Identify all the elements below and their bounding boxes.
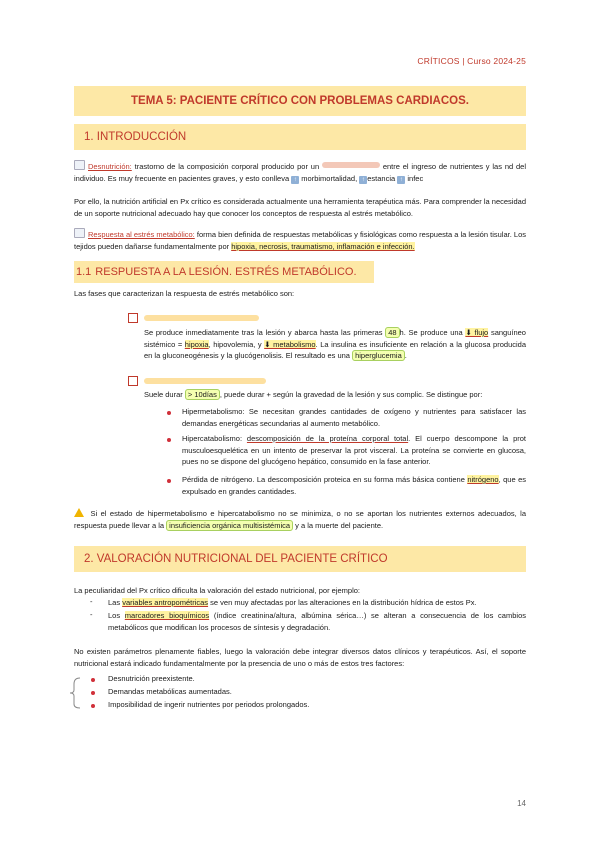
checkbox-fase-2[interactable] xyxy=(128,372,266,390)
valoracion-intro: La peculiaridad del Px crítico dificulta la valoración del estado nutricional, por ejemplo: xyxy=(74,586,360,595)
dash-icon: - xyxy=(90,610,93,619)
bullet-icon xyxy=(167,411,171,415)
section-heading-valoracion: 2. VALORACIÓN NUTRICIONAL DEL PACIENTE CRÍTICO xyxy=(74,546,526,572)
bullet-icon xyxy=(91,704,95,708)
arrow-up-icon: ↑ xyxy=(291,176,299,184)
arrow-up-icon: ↑ xyxy=(359,176,367,184)
dash-item-bioquimicos: Los marcadores bioquímicos (índice creatinina/altura, albúmina sérica…) se alteran a consecuencia de los cambios metabólicos que modifican los procesos de síntesis y degradación. xyxy=(108,611,526,632)
bullet-icon xyxy=(91,678,95,682)
checkbox-icon xyxy=(128,376,138,386)
course-header: CRÍTICOS | Curso 2024-25 xyxy=(417,56,526,66)
checkbox-icon xyxy=(128,313,138,323)
bullet-icon xyxy=(167,479,171,483)
note-icon xyxy=(74,160,85,170)
paragraph-respuesta-estres: Respuesta al estrés metabólico: forma bien definida de respuestas metabólicas y fisiológicas como respuesta a la lesión tisular. Los tejidos pueden dañarse fundamentalmente por hipoxia, necrosis, traumatismo, inflamación e infección. xyxy=(74,230,526,251)
redacted-heading xyxy=(144,315,259,321)
note-icon xyxy=(74,228,85,238)
paragraph-desnutricion: Desnutrición: trastorno de la composición corporal producido por un entre el ingreso de nutrientes y las nd del individuo. Es muy frecuente en pacientes graves, y esto conlleva ↑ morbimortalidad, ↑ estancia ↑ infec xyxy=(74,162,526,183)
warning-paragraph: Si el estado de hipermetabolismo e hipercatabolismo no se minimiza, o no se aportan los nutrientes externos adecuados, la respuesta puede llevar a la insuficiencia orgánica multisistémica y a la muerte del paciente. xyxy=(74,509,526,530)
arrow-up-icon: ↑ xyxy=(397,176,405,184)
page-title: TEMA 5: PACIENTE CRÍTICO CON PROBLEMAS CARDIACOS. xyxy=(74,86,526,116)
list-item-hipermetabolismo: Hipermetabolismo: Se necesitan grandes cantidades de oxígeno y nutrientes para satisfacer las demandas energéticas secundarias al aumento metabólico. xyxy=(182,407,526,428)
subsection-heading-respuesta: 1.1 RESPUESTA A LA LESIÓN. ESTRÉS METABÓLICO. xyxy=(74,261,374,283)
fases-intro: Las fases que caracterizan la respuesta de estrés metabólico son: xyxy=(74,289,295,298)
paragraph-nutricion-artificial: Por ello, la nutrición artificial en Px crítico es considerada actualmente una herramienta terapéutica más. Para comprender la necesidad de un soporte nutricional adecuado hay que conocer los conceptos de respuesta al estrés metabólico. xyxy=(74,197,526,218)
redacted-heading xyxy=(144,378,266,384)
fase-1-description: Se produce inmediatamente tras la lesión y abarca hasta las primeras 48 h. Se produce una ⬇ flujo sanguíneo sistémico = hipoxia, hipovolemia, y ⬇ metabolismo. La insulina es insuficiente en relación a la glucosa producida en la gluconeogénesis y la glucógenolisis. El resultado es una hiperglucemia . xyxy=(144,328,526,360)
factor-item: Desnutrición preexistente. xyxy=(108,674,195,683)
bullet-icon xyxy=(91,691,95,695)
redacted-text xyxy=(322,162,380,168)
warning-icon xyxy=(74,508,84,517)
dash-icon: - xyxy=(90,597,93,606)
factor-item: Demandas metabólicas aumentadas. xyxy=(108,687,232,696)
factor-item: Imposibilidad de ingerir nutrientes por periodos prolongados. xyxy=(108,700,310,709)
list-item-nitrogeno: Pérdida de nitrógeno. La descomposición proteica en su forma más básica contiene nitrógeno, que es expulsado en grandes cantidades. xyxy=(182,475,526,496)
bullet-icon xyxy=(167,438,171,442)
section-heading-introduccion: 1. INTRODUCCIÓN xyxy=(74,124,526,150)
brace-icon xyxy=(66,676,86,710)
page-number: 14 xyxy=(517,799,526,808)
valoracion-paragraph: No existen parámetros plenamente fiables, luego la valoración debe integrar diversos datos clínicos y terapéuticos. Así, el soporte nutricional estará indicado fundamentalmente por la presencia de uno o más de estos tres factores: xyxy=(74,647,526,668)
fase-2-description: Suele durar > 10días , puede durar + según la gravedad de la lesión y sus complic. Se distingue por: xyxy=(144,390,483,399)
list-item-hipercatabolismo: Hipercatabolismo: descomposición de la proteína corporal total. El cuerpo descompone la prot musculoesquelética en un intento de preservar la prot visceral. La proteína se convierte en glucosa, pues no se dispone del glucógeno hepático, consumido en la fase anterior. xyxy=(182,434,526,466)
dash-item-antropometricas: Las variables antropométricas se ven muy afectadas por las alteraciones en la distribución hídrica de estos Px. xyxy=(108,598,477,607)
checkbox-fase-1[interactable] xyxy=(128,309,259,327)
